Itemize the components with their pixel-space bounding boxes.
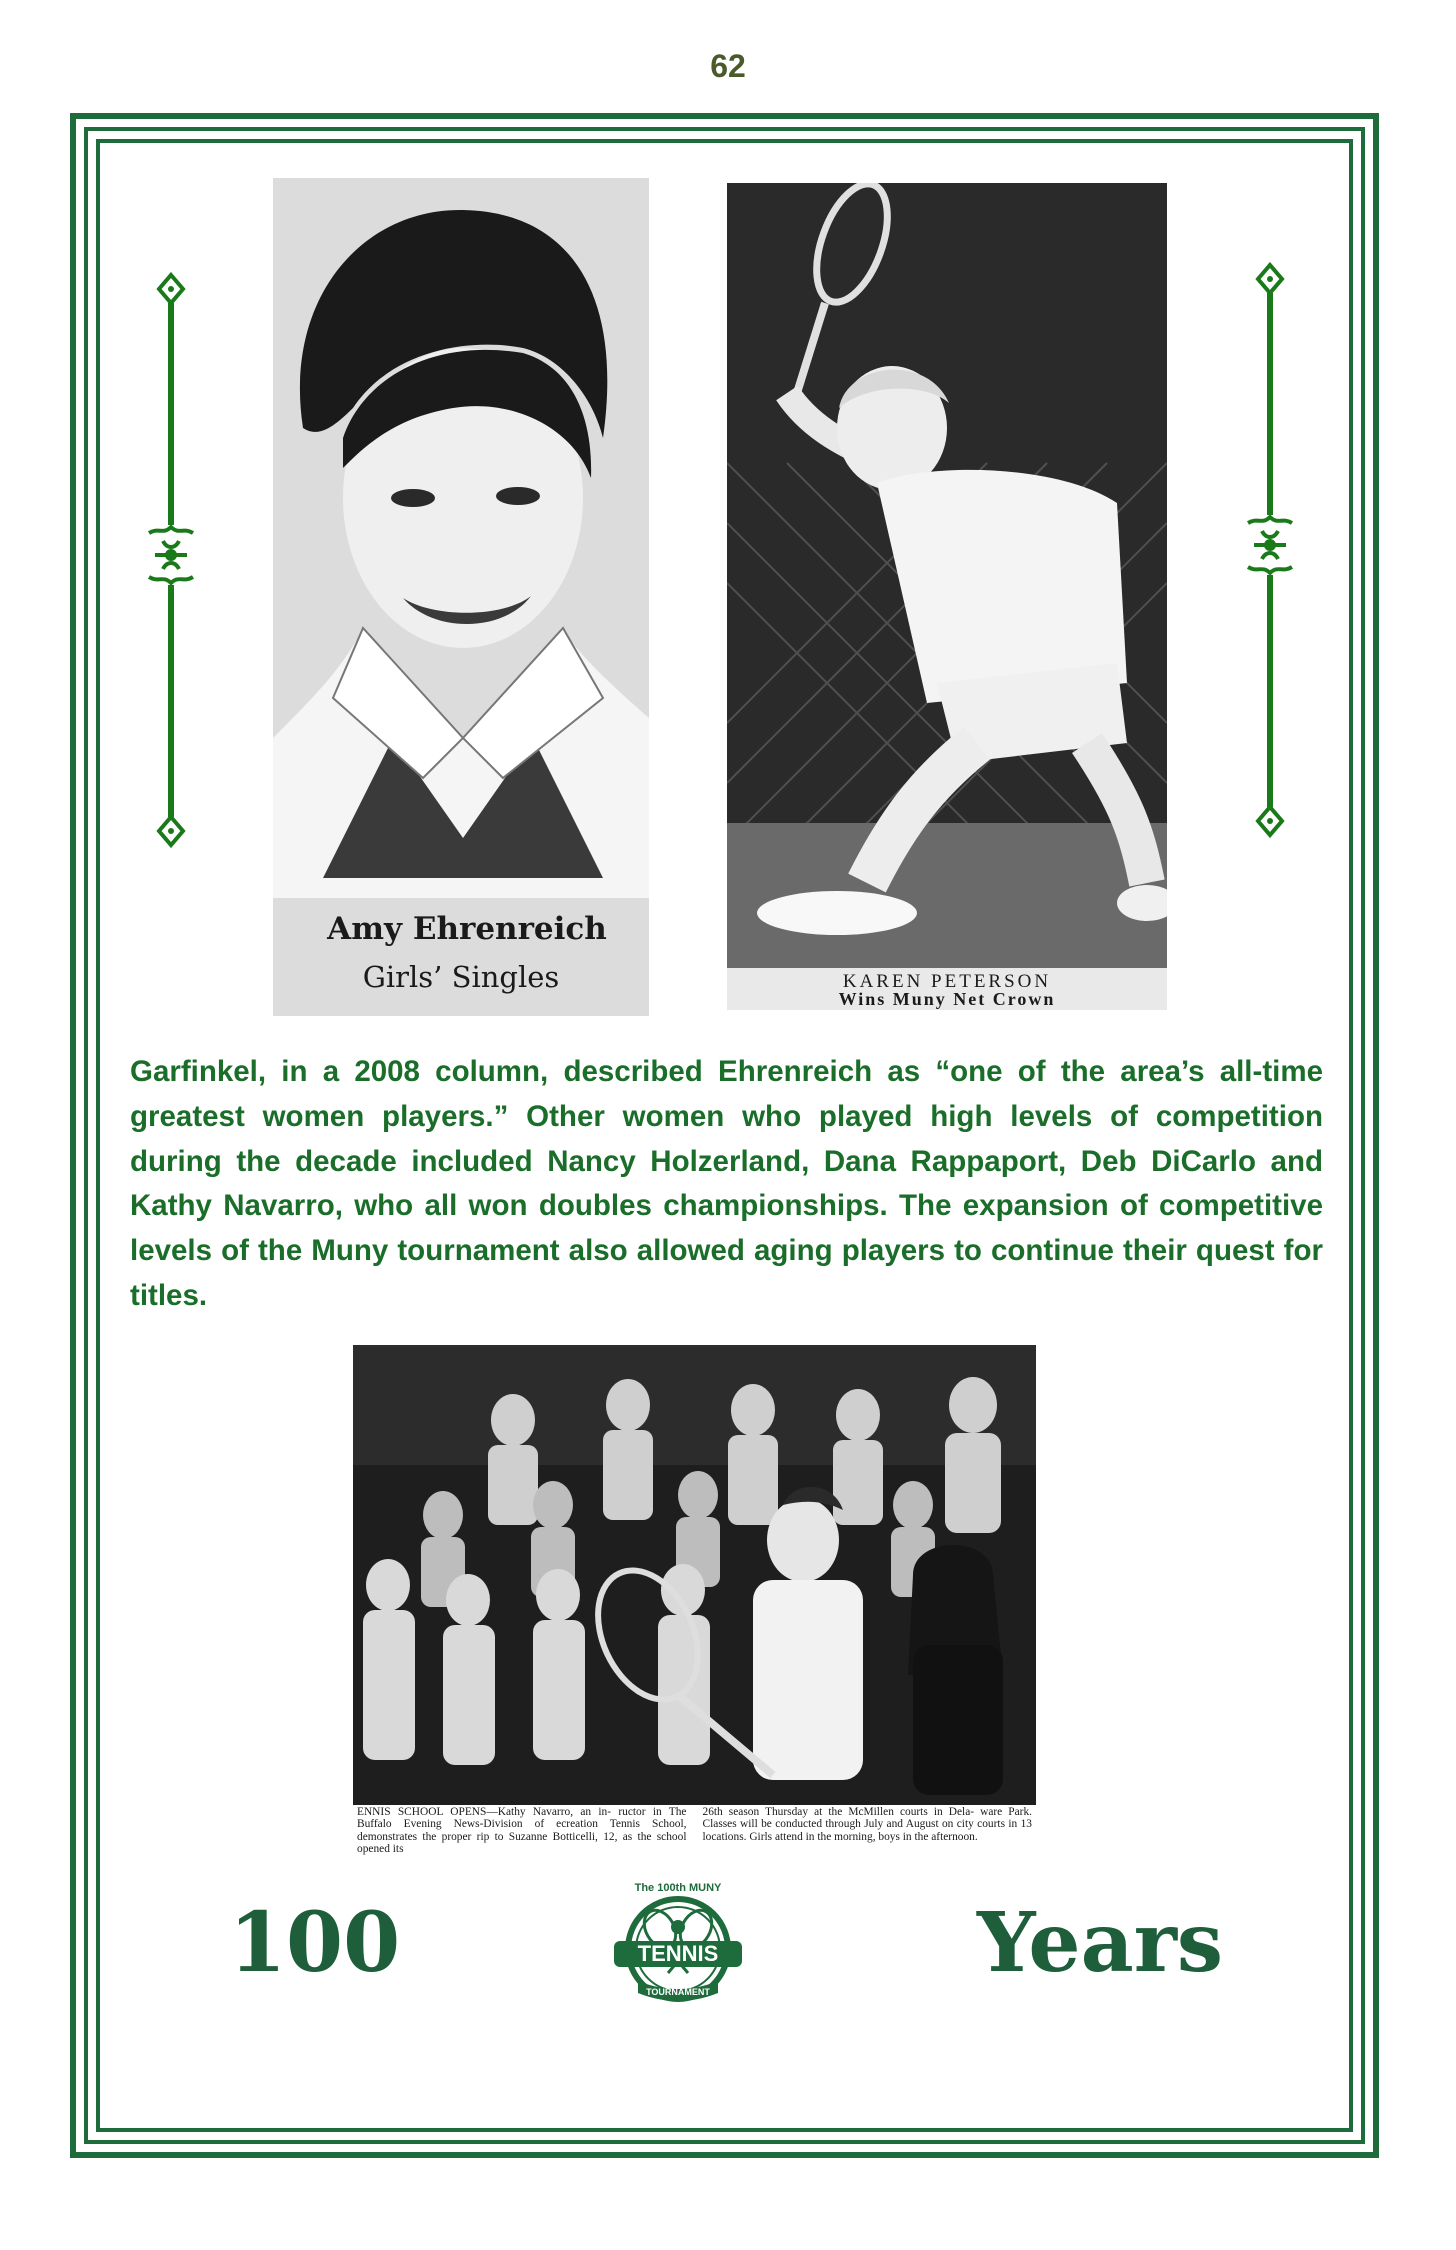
footer-number: 100 — [229, 1895, 401, 1991]
logo-main-text: TENNIS — [637, 1941, 719, 1966]
group-photo-illustration — [353, 1345, 1036, 1805]
body-paragraph: Garfinkel, in a 2008 column, described Ehrenreich as “one of the area’s all-time greatest women players.” Other women who played high levels of competition during the decade included Nancy Holzerland, Dana Rappaport, Deb DiCarlo and Kathy Navarro, who all won doubles championships. The expansion of competitive levels of the Muny tournament also allowed aging players to continue their quest for titles. — [130, 1055, 1323, 1312]
footer-word: Years — [977, 1895, 1224, 1991]
flourish-ornament-icon — [141, 265, 201, 855]
photo-caption-column: ENNIS SCHOOL OPENS—Kathy Navarro, an in- ructor in The Buffalo Evening News-Division of ecreation Tennis School, demonstrates the proper rip to Suzanne Botticelli, 12, as the school opened its — [357, 1806, 687, 1855]
logo-top-text: The 100th MUNY — [634, 1882, 722, 1894]
photo-caption-name: KAREN PETERSON — [842, 971, 1052, 992]
photo-tennis-school — [353, 1345, 1036, 1855]
photo-caption-subtitle: Wins Muny Net Crown — [838, 989, 1056, 1009]
tennis-tournament-logo — [608, 1877, 748, 2012]
photo-caption-name: Amy Ehrenreich — [327, 911, 607, 947]
photo-amy-ehrenreich — [273, 178, 649, 1016]
photo-karen-peterson — [727, 183, 1167, 1010]
page-number: 62 — [710, 48, 746, 84]
photo-caption-subtitle: Girls’ Singles — [362, 960, 560, 994]
logo-banner-text: TOURNAMENT — [646, 1987, 710, 1997]
photo-caption-column: 26th season Thursday at the McMillen courts in Dela- ware Park. Classes will be conducted through July and August on city courts in 13 locations. Girls attend in the morning, boys in the afternoon. — [702, 1806, 1032, 1843]
tennis-player-illustration — [727, 183, 1167, 968]
flourish-ornament-icon — [1240, 255, 1300, 845]
photo-caption — [353, 1806, 1036, 1855]
portrait-illustration — [273, 178, 649, 898]
